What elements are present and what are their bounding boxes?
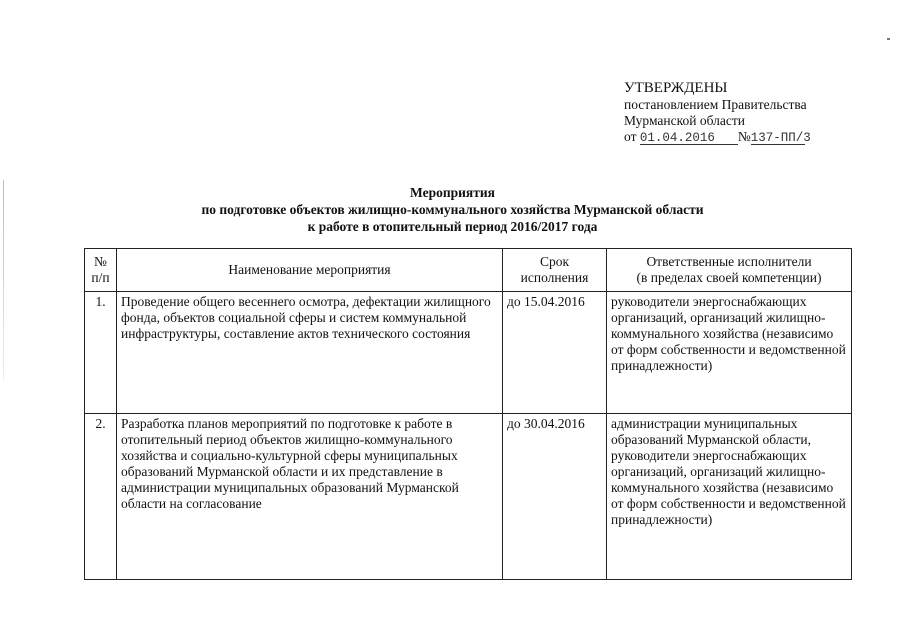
row-number: 2. <box>85 414 117 580</box>
header-deadline: Срок исполнения <box>503 249 607 292</box>
title-line-3: к работе в отопительный период 2016/2017 года <box>307 219 598 234</box>
table-header-row <box>85 249 852 292</box>
row-deadline: до 30.04.2016 <box>503 414 607 580</box>
approval-heading: УТВЕРЖДЕНЫ <box>624 80 728 96</box>
header-name: Наименование мероприятия <box>117 249 503 292</box>
approval-number-field <box>750 131 811 145</box>
row-measure-name: Разработка планов мероприятий по подготовке к работе в отопительный период объектов жилищно-коммунального хозяйства и социально-культурной сферы муниципальных образований Мурманской области и их представление в администрации муниципальных образований Мурманской области на согласование <box>117 414 503 580</box>
title-line-1: Мероприятия <box>410 185 495 200</box>
approval-block <box>624 80 894 145</box>
row-responsible: администрации муниципальных образований Мурманской области, руководители энергоснабжающих организаций, организаций жилищно-коммунального хозяйства (независимо от форм собственности и ведомственной принадлежности) <box>607 414 852 580</box>
approval-number: 137-ПП/3 <box>750 131 811 145</box>
row-responsible: руководители энергоснабжающих организаций, организаций жилищно-коммунального хозяйства (независимо от форм собственности и ведомственной принадлежности) <box>607 292 852 414</box>
header-responsible: Ответственные исполнители (в пределах своей компетенции) <box>607 249 852 292</box>
title-line-2: по подготовке объектов жилищно-коммунального хозяйства Мурманской области <box>201 202 704 217</box>
approval-date-number-line <box>624 129 894 145</box>
table-row <box>85 414 852 580</box>
approval-line-2: Мурманской области <box>624 113 745 128</box>
measures-table <box>84 248 852 580</box>
number-label: № <box>737 129 751 144</box>
header-number: № п/п <box>85 249 117 292</box>
approval-date-field <box>640 131 738 145</box>
from-label: от <box>624 129 637 144</box>
approval-line-1: постановлением Правительства <box>624 97 807 112</box>
approval-date: 01.04.2016 <box>639 131 715 145</box>
row-measure-name: Проведение общего весеннего осмотра, дефектации жилищного фонда, объектов социальной сферы и систем коммунальной инфраструктуры, составление актов технического состояния <box>117 292 503 414</box>
row-number: 1. <box>85 292 117 414</box>
document-title <box>0 184 905 235</box>
table-row <box>85 292 852 414</box>
scan-mark <box>887 38 890 40</box>
row-deadline: до 15.04.2016 <box>503 292 607 414</box>
